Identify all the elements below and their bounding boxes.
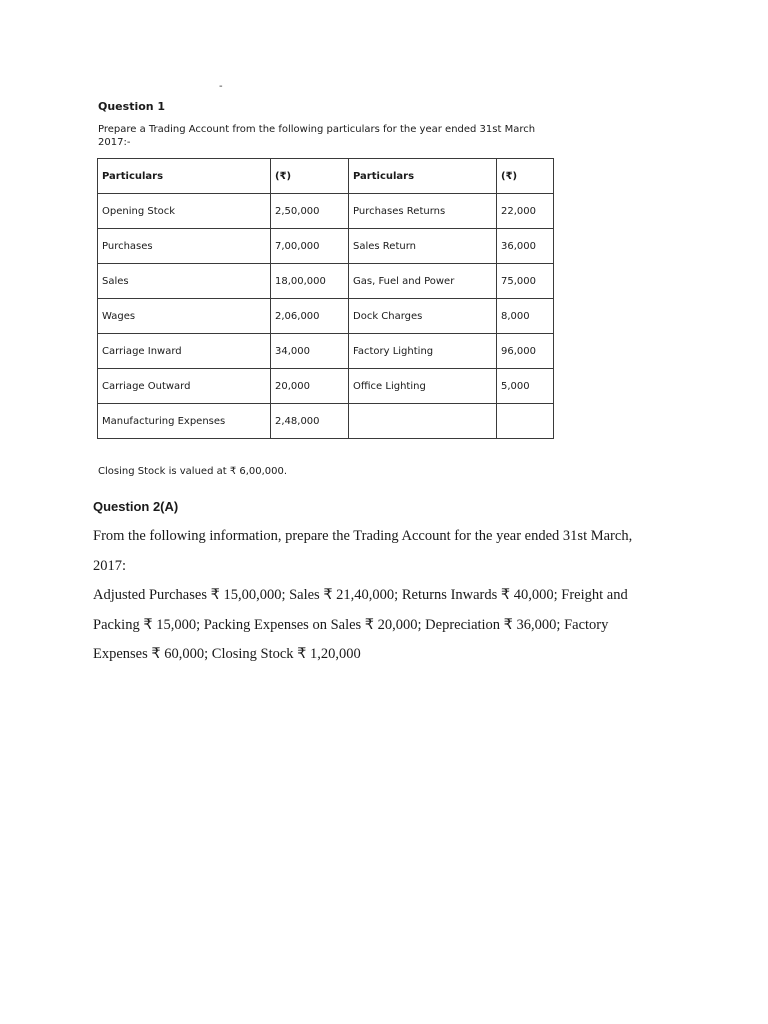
table-cell: 75,000 (497, 264, 554, 299)
table-cell: Carriage Inward (98, 334, 271, 369)
header-amount-right: (₹) (497, 159, 554, 194)
table-cell: 36,000 (497, 229, 554, 264)
table-row (98, 404, 554, 439)
table-cell: Sales (98, 264, 271, 299)
table-row (98, 334, 554, 369)
table-cell: Wages (98, 299, 271, 334)
question-1-intro: Prepare a Trading Account from the following particulars for the year ended 31st March 2017:- (98, 124, 536, 148)
table-row (98, 299, 554, 334)
table-cell: Sales Return (349, 229, 497, 264)
table-header-row (98, 159, 554, 194)
table-cell (349, 404, 497, 439)
table-row (98, 194, 554, 229)
table-cell: 22,000 (497, 194, 554, 229)
table-cell: 2,50,000 (271, 194, 349, 229)
table-cell: 34,000 (271, 334, 349, 369)
table-row (98, 369, 554, 404)
table-cell: 8,000 (497, 299, 554, 334)
table-cell: Dock Charges (349, 299, 497, 334)
table-cell: Office Lighting (349, 369, 497, 404)
question-2a-title: Question 2(A) (93, 499, 179, 514)
table-row (98, 264, 554, 299)
table-cell (497, 404, 554, 439)
table-cell: 20,000 (271, 369, 349, 404)
table-cell: 18,00,000 (271, 264, 349, 299)
table-cell: Purchases Returns (349, 194, 497, 229)
question-2a-details: Adjusted Purchases ₹ 15,00,000; Sales ₹ 21,40,000; Returns Inwards ₹ 40,000; Freight and Packing ₹ 15,000; Packing Expenses on Sales ₹ 20,000; Depreciation ₹ 36,000; Factory Expenses ₹ 60,000; Closing Stock ₹ 1,20,000 (93, 587, 628, 662)
table-cell: Manufacturing Expenses (98, 404, 271, 439)
question-2a-body (93, 522, 653, 670)
closing-stock-note: Closing Stock is valued at ₹ 6,00,000. (98, 466, 288, 477)
table-row (98, 229, 554, 264)
table-cell: Carriage Outward (98, 369, 271, 404)
table-cell: 2,06,000 (271, 299, 349, 334)
table-cell: Gas, Fuel and Power (349, 264, 497, 299)
table-cell: 2,48,000 (271, 404, 349, 439)
table-cell: Opening Stock (98, 194, 271, 229)
header-amount-left: (₹) (271, 159, 349, 194)
header-particulars-right: Particulars (349, 159, 497, 194)
question-1-title: Question 1 (98, 100, 166, 113)
header-particulars-left: Particulars (98, 159, 271, 194)
table-cell: Factory Lighting (349, 334, 497, 369)
stray-mark: - (219, 81, 223, 92)
table-cell: Purchases (98, 229, 271, 264)
table-cell: 96,000 (497, 334, 554, 369)
table-cell: 7,00,000 (271, 229, 349, 264)
question-2a-intro: From the following information, prepare the Trading Account for the year ended 31st March, 2017: (93, 528, 633, 574)
table-cell: 5,000 (497, 369, 554, 404)
trading-particulars-table (97, 158, 554, 439)
